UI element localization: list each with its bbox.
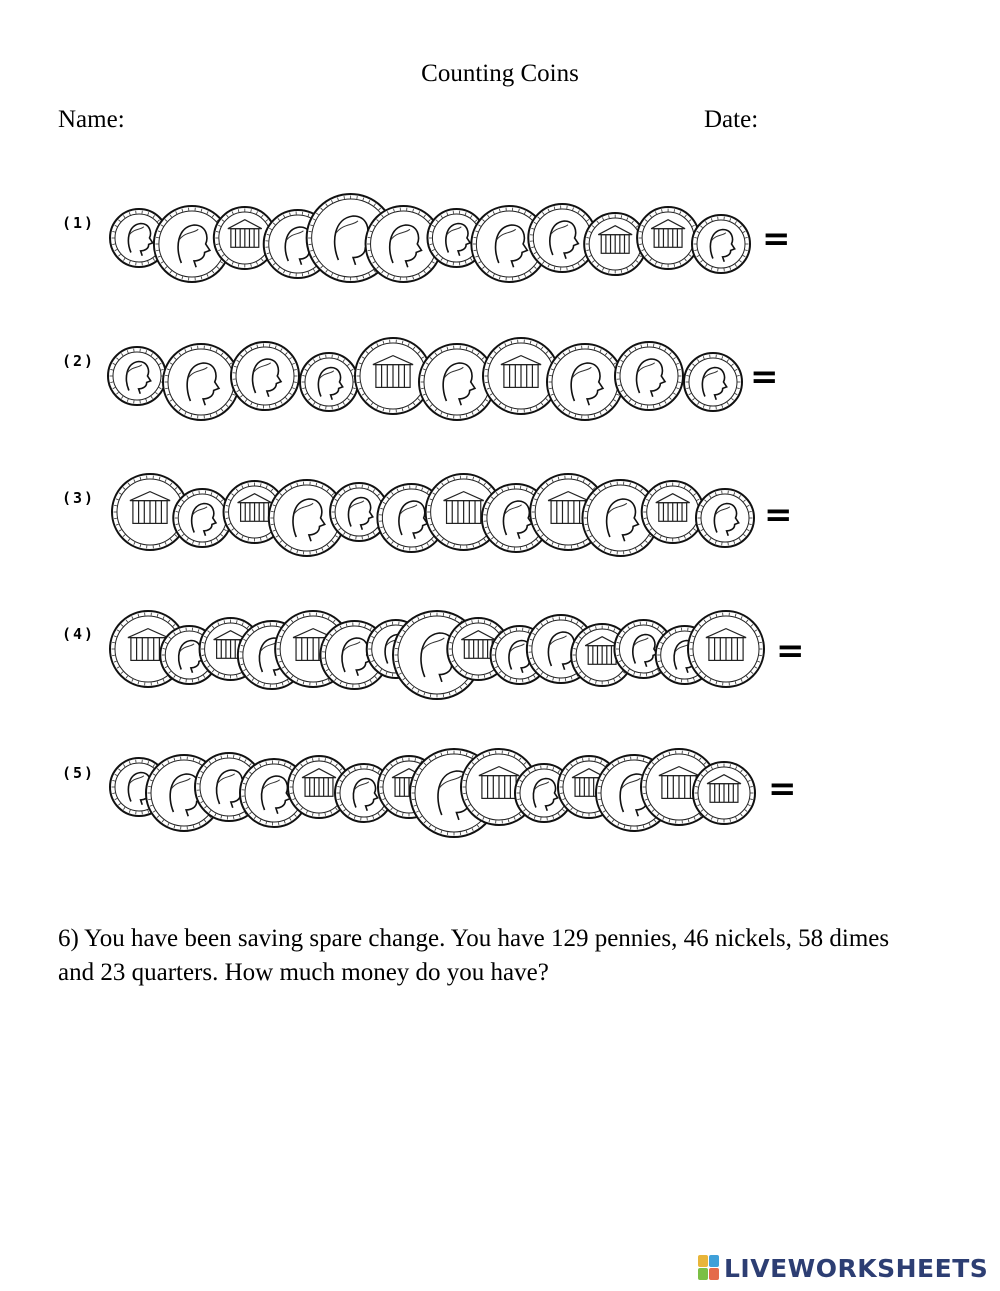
coin-quarter	[582, 480, 658, 556]
coin-nickel	[195, 753, 263, 821]
coin-quarter	[596, 755, 672, 831]
coin-dime	[614, 620, 672, 678]
coin-penny	[637, 207, 699, 269]
coin-half-dollar	[307, 194, 395, 282]
equals-sign: =	[750, 357, 779, 397]
coin-dime	[108, 347, 166, 405]
liveworksheets-brand[interactable]	[698, 1252, 988, 1284]
coin-quarter	[154, 206, 230, 282]
equals-sign: =	[764, 495, 793, 535]
brand-text: LIVEWORKSHEETS	[724, 1253, 989, 1283]
coin-quarter	[110, 611, 186, 687]
coin-penny	[642, 481, 704, 543]
coin-nickel	[264, 210, 332, 278]
coin-dime	[110, 209, 168, 267]
coin-dime	[335, 764, 393, 822]
coin-nickel	[238, 621, 306, 689]
coin-penny	[693, 762, 755, 824]
name-label: Name:	[58, 106, 125, 133]
equals-sign: =	[762, 219, 791, 259]
coin-dime	[692, 215, 750, 273]
date-label: Date:	[704, 106, 759, 133]
problem-number: (2)	[62, 352, 96, 370]
coin-dime	[684, 353, 742, 411]
coin-quarter	[426, 474, 502, 550]
coin-quarter	[419, 344, 495, 420]
coin-penny	[447, 618, 509, 680]
page-title: Counting Coins	[421, 60, 579, 87]
coin-quarter	[275, 611, 351, 687]
coin-dime	[160, 626, 218, 684]
question-6: 6) You have been saving spare change. You have 129 pennies, 46 nickels, 58 dimes and 23 quarters. How much money do you have?	[58, 925, 890, 986]
coin-quarter	[461, 749, 537, 825]
equals-sign: =	[776, 631, 805, 671]
coin-dime	[491, 626, 549, 684]
coin-dime	[427, 209, 485, 267]
coin-quarter	[641, 749, 717, 825]
coin-quarter	[530, 474, 606, 550]
coin-quarter	[688, 611, 764, 687]
liveworksheets-logo-icon	[698, 1255, 720, 1281]
coin-penny	[558, 756, 620, 818]
coin-dime	[173, 489, 231, 547]
coin-quarter	[366, 206, 442, 282]
coin-half-dollar	[393, 611, 481, 699]
coin-dime	[696, 489, 754, 547]
coin-penny	[584, 213, 646, 275]
coin-penny	[224, 481, 286, 543]
coin-dime	[515, 764, 573, 822]
coin-dime	[110, 758, 168, 816]
coin-quarter	[355, 338, 431, 414]
coin-nickel	[527, 615, 595, 683]
coin-dime	[367, 620, 425, 678]
equals-sign: =	[768, 769, 797, 809]
coin-penny	[214, 207, 276, 269]
problem-number: (1)	[62, 214, 96, 232]
coin-penny	[378, 756, 440, 818]
coin-quarter	[146, 755, 222, 831]
coin-nickel	[377, 484, 445, 552]
coin-dime	[330, 483, 388, 541]
coin-dime	[300, 353, 358, 411]
coin-dime	[656, 626, 714, 684]
coin-penny	[200, 618, 262, 680]
coin-nickel	[240, 759, 308, 827]
coin-nickel	[482, 484, 550, 552]
coin-penny	[571, 624, 633, 686]
coin-quarter	[547, 344, 623, 420]
problem-number: (3)	[62, 489, 96, 507]
problem-number: (4)	[62, 625, 96, 643]
coin-quarter	[483, 338, 559, 414]
problem-number: (5)	[62, 764, 96, 782]
coin-quarter	[269, 480, 345, 556]
coin-nickel	[231, 342, 299, 410]
coin-half-dollar	[410, 749, 498, 837]
coin-quarter	[471, 206, 547, 282]
coin-quarter	[163, 344, 239, 420]
coin-quarter	[112, 474, 188, 550]
coin-nickel	[320, 621, 388, 689]
coin-nickel	[615, 342, 683, 410]
coin-nickel	[528, 204, 596, 272]
coin-penny	[288, 756, 350, 818]
